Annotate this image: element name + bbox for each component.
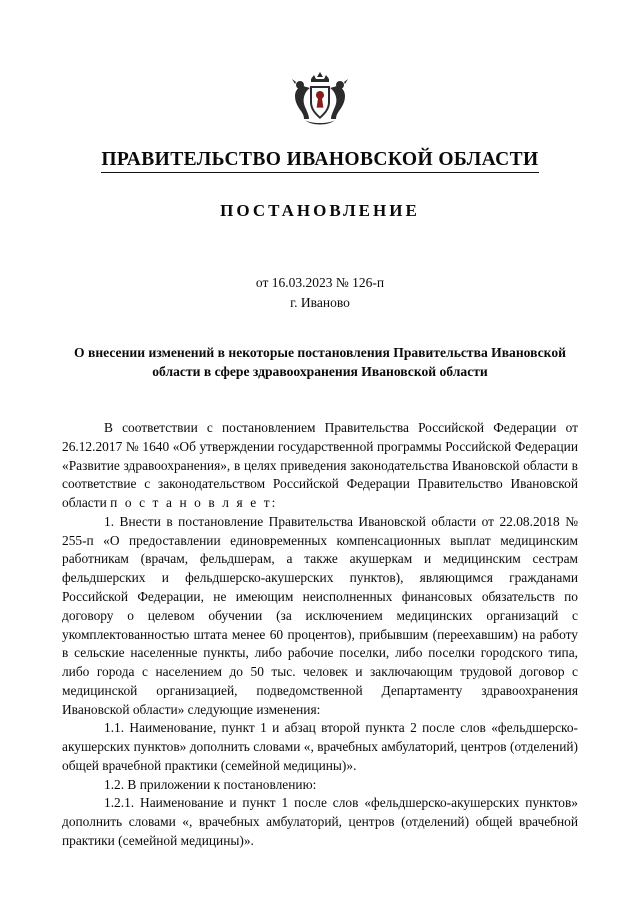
preamble-text: В соответствии с постановлением Правительства Российской Федерации от 26.12.2017 № 1640 «Об утверждении государственной программы Российской Федерации «Развитие здравоохранения», в целях приведения законодательства Ивановской области в соответствие с законодательством Российской Федерации Правительство Ивановской области: [62, 420, 578, 511]
paragraph-preamble: [62, 419, 578, 513]
preamble-resolves: п о с т а н о в л я е т:: [110, 495, 278, 511]
paragraph-item-1-1: 1.1. Наименование, пункт 1 и абзац второй пункта 2 после слов «фельдшерско-акушерских пунктов» дополнить словами «, врачебных амбулаторий, центров (отделений) общей врачебной практики (семейной медицины)».: [62, 720, 578, 773]
document-city: г. Иваново: [290, 294, 350, 310]
page-title: ПРАВИТЕЛЬСТВО ИВАНОВСКОЙ ОБЛАСТИ: [101, 148, 538, 173]
document-meta: [62, 273, 578, 312]
document-body: [62, 419, 578, 851]
document-date-number: от 16.03.2023 № 126-п: [255, 275, 385, 291]
emblem-container: [62, 70, 578, 128]
coat-of-arms-icon: [289, 70, 351, 126]
title-row: [62, 128, 578, 173]
paragraph-item-1-2-1: 1.2.1. Наименование и пункт 1 после слов «фельдшерско-акушерских пунктов» дополнить словами «, врачебных амбулаторий, центров (отделений) общей врачебной практики (семейной медицины)».: [62, 795, 578, 848]
document-subject: О внесении изменений в некоторые постановления Правительства Ивановской области в сфере здравоохранения Ивановской области: [74, 344, 566, 379]
paragraph-item-1-2: 1.2. В приложении к постановлению:: [104, 776, 317, 792]
paragraph-item-1: 1. Внести в постановление Правительства Ивановской области от 22.08.2018 № 255-п «О предоставлении единовременных компенсационных выплат медицинским работникам (врачам, фельдшерам, а также акушеркам и медицинским сестрам фельдшерских и фельдшерско-акушерских пунктов), являющимся гражданами Российской Федерации, не имеющим неисполненных финансовых обязательств по договору о целевом обучении (за исключением медицинских организаций с укомплектованностью штата менее 60 процентов), прибывшим (переехавшим) на работу в сельские населенные пункты, либо рабочие поселки, либо поселки городского типа, либо города с населением до 50 тыс. человек и заключающим трудовой договор с медицинской организацией, подведомственной Департаменту здравоохранения Ивановской области» следующие изменения:: [62, 513, 578, 717]
document-subtitle: ПОСТАНОВЛЕНИЕ: [220, 201, 420, 221]
